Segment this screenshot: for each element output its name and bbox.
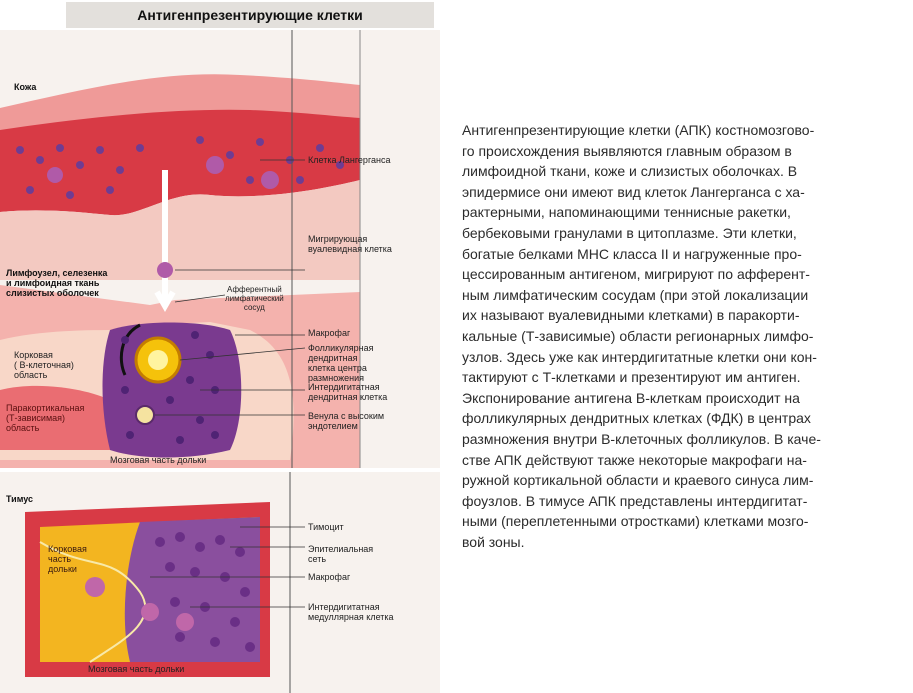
- thymus-medulla: [125, 517, 260, 662]
- top-panel: [0, 30, 440, 468]
- description-line: богатые белками МНС класса II и нагруженные про-: [462, 245, 802, 262]
- description-line: ными (переплетенными отростками) клетками мозго-: [462, 513, 809, 530]
- description-line: Антигенпрезентирующие клетки (АПК) костномозгово-: [462, 122, 815, 138]
- figure-title: Антигенпрезентирующие клетки: [66, 2, 434, 28]
- thymus-illustration: [0, 472, 440, 693]
- label-interdigitating-medullary: Интердигитатная медуллярная клетка: [308, 602, 394, 622]
- label-macrophage: Макрофаг: [308, 328, 351, 338]
- label-cortex: Корковая ( В-клеточная) область: [14, 350, 74, 380]
- description-line: фоузлов. В тимусе АПК представлены интердигитат-: [462, 492, 808, 509]
- description-line: кальные (Т-зависимые) области регионарных лимфо-: [462, 327, 814, 344]
- label-afferent-vessel: Афферентный лимфатический сосуд: [225, 285, 284, 312]
- description-line: цессированным антигеном, мигрируют по афферент-: [462, 266, 810, 283]
- label-langerhans: Клетка Лангерганса: [308, 155, 391, 165]
- description-line: стве АПК действуют также некоторые макрофаги на-: [462, 451, 807, 468]
- section-thymus: Тимус: [6, 494, 34, 504]
- description-line: фолликулярных дендритных клетках (ФДК) в центрах: [462, 410, 811, 427]
- label-thymocyte: Тимоцит: [308, 522, 344, 532]
- label-paracortex: Паракортикальная (Т-зависимая) область: [6, 403, 85, 433]
- description-line: Экспонирование антигена В-клеткам происходит на: [462, 389, 800, 406]
- description-line: вой зоны.: [462, 533, 525, 550]
- section-lymph: Лимфоузел, селезенка и лимфоидная ткань слизистых оболочек: [6, 268, 108, 298]
- description-line: размножения внутри В-клеточных фолликулов. В каче-: [462, 430, 821, 447]
- label-medulla: Мозговая часть дольки: [110, 455, 207, 465]
- description-line: бербековыми гранулами в цитоплазме. Эти клетки,: [462, 224, 797, 241]
- label-fdc: Фолликулярная дендритная клетка центра размножения: [308, 343, 374, 383]
- description-line: эпидермисе они имеют вид клеток Лангерганса с ха-: [462, 183, 805, 200]
- label-thymus-medulla: Мозговая часть дольки: [88, 664, 185, 674]
- description-line: ным лимфатическим сосудам (при этой локализации: [462, 286, 809, 303]
- description-line: тактируют с Т-клетками и презентируют им антиген.: [462, 369, 801, 386]
- section-skin: Кожа: [14, 82, 37, 92]
- label-thymus-macrophage: Макрофаг: [308, 572, 351, 582]
- bottom-panel: [0, 472, 440, 693]
- description-text: [462, 120, 902, 552]
- label-thymus-cortex: Корковая часть дольки: [48, 544, 87, 574]
- label-venule: Венула с высоким эндотелием: [308, 411, 385, 431]
- description-line: го происхождения выявляются главным образом в: [462, 142, 792, 159]
- label-epithelial-net: Эпителиальная сеть: [308, 544, 374, 564]
- description-line: их называют вуалевидными клетками) в паракорти-: [462, 307, 800, 324]
- description-line: ружной кортикальной области и краевого синуса лим-: [462, 472, 814, 489]
- label-veiled-cell: Мигрирующая вуалевидная клетка: [308, 234, 392, 254]
- description-line: лимфоидной ткани, коже и слизистых оболочках. В: [462, 163, 798, 180]
- description-line: рактерными, напоминающими теннисные ракетки,: [462, 204, 791, 221]
- venule: [136, 406, 154, 424]
- description-line: узлов. Здесь уже как интердигитатные клетки они кон-: [462, 348, 817, 365]
- label-interdigitating: Интердигитатная дендритная клетка: [308, 382, 388, 402]
